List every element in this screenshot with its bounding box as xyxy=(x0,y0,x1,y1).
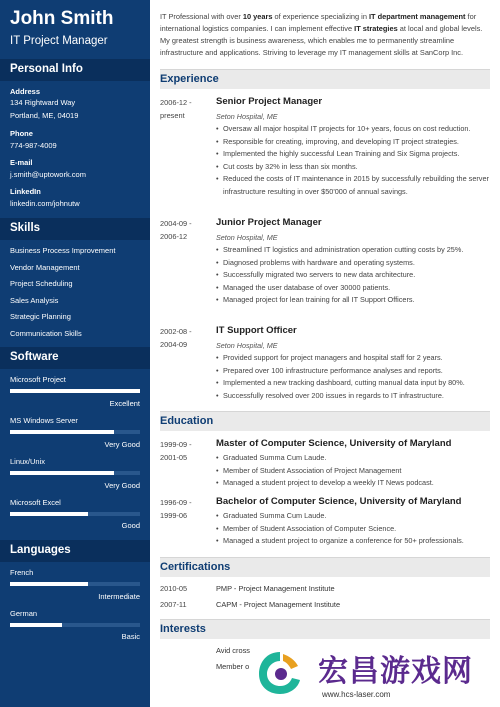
software-level: Very Good xyxy=(104,440,140,449)
candidate-role: IT Project Manager xyxy=(10,35,108,47)
list-item: • Successfully resolved over 200 issues in regards to IT infrastructure. xyxy=(216,390,491,403)
list-item: • Managed a student project to organize a conference for 50+ professionals. xyxy=(216,535,491,548)
list-item: • Implemented the highly successful Lean Training and Six Sigma projects. xyxy=(216,148,491,161)
software-name: Microsoft Project xyxy=(10,375,66,384)
list-item: • Graduated Summa Cum Laude. xyxy=(216,510,491,523)
skills-heading: Skills xyxy=(0,218,150,240)
language-level-bar xyxy=(10,582,140,586)
watermark-logo-icon xyxy=(255,648,305,698)
software-level-bar xyxy=(10,389,140,393)
job-bullets xyxy=(216,352,491,402)
job-company: Seton Hospital, ME xyxy=(216,233,278,242)
job-title: IT Support Officer xyxy=(216,325,297,336)
software-level-bar xyxy=(10,471,140,475)
skill-item: Project Scheduling xyxy=(10,279,73,288)
skill-item: Vendor Management xyxy=(10,263,80,272)
list-item: • Provided support for project managers and hospital staff for 2 years. xyxy=(216,352,491,365)
linkedin-label: LinkedIn xyxy=(10,187,41,196)
software-level-bar xyxy=(10,512,140,516)
sidebar xyxy=(0,0,150,707)
email-value[interactable]: j.smith@uptowork.com xyxy=(10,170,86,179)
phone-value: 774-987-4009 xyxy=(10,141,57,150)
language-level: Basic xyxy=(121,632,140,641)
education-bullets xyxy=(216,510,491,548)
software-heading: Software xyxy=(0,347,150,369)
job-date: 2002-08 - 2004-09 xyxy=(160,327,192,349)
list-item: • Diagnosed problems with hardware and operating systems. xyxy=(216,257,491,270)
list-item: • Managed project for lean training for all IT Support Officers. xyxy=(216,294,491,307)
list-item: • Cut costs by 32% in less than six months. xyxy=(216,161,491,174)
skill-item: Communication Skills xyxy=(10,329,82,338)
address-line-2: Portland, ME, 04019 xyxy=(10,111,79,120)
list-item: • Oversaw all major hospital IT projects for 10+ years, focus on cost reduction. xyxy=(216,123,491,136)
certification-date: 2010-05 xyxy=(160,584,188,593)
job-date: 2006-12 - present xyxy=(160,98,192,120)
degree-title: Bachelor of Computer Science, University of Maryland xyxy=(216,496,462,507)
list-item: • Streamlined IT logistics and administration operation cutting costs by 25%. xyxy=(216,244,491,257)
skill-item: Business Process Improvement xyxy=(10,246,116,255)
watermark-url: www.hcs-laser.com xyxy=(322,690,391,699)
software-name: MS Windows Server xyxy=(10,416,78,425)
software-level: Good xyxy=(121,521,140,530)
education-date: 1996-09 - 1999-06 xyxy=(160,498,192,520)
certification-name: CAPM - Project Management Institute xyxy=(216,600,341,609)
interest-item: Member o xyxy=(216,662,250,671)
experience-heading: Experience xyxy=(160,69,490,89)
education-bullets xyxy=(216,452,491,490)
language-name: French xyxy=(10,568,34,577)
list-item: • Managed a student project to develop a weekly IT News podcast. xyxy=(216,477,491,490)
linkedin-value[interactable]: linkedin.com/johnutw xyxy=(10,199,80,208)
software-level-bar xyxy=(10,430,140,434)
job-title: Senior Project Manager xyxy=(216,96,323,107)
education-date: 1999-09 - 2001-05 xyxy=(160,440,192,462)
phone-label: Phone xyxy=(10,129,33,138)
list-item: • Graduated Summa Cum Laude. xyxy=(216,452,491,465)
skill-item: Sales Analysis xyxy=(10,296,59,305)
job-date: 2004-09 - 2006-12 xyxy=(160,219,192,241)
list-item: • Successfully migrated two servers to new data architecture. xyxy=(216,269,491,282)
languages-heading: Languages xyxy=(0,540,150,562)
summary-paragraph: IT Professional with over 10 years of experience specializing in IT department management for international logistics companies. I can implement effective IT strategies at local and global levels. My greatest strength is business awareness, which enables me to permanently streamline infrastructure and applications. Striving to leverage my IT management skills at SanCorp Inc. xyxy=(160,12,483,57)
list-item: • Implemented a new tracking dashboard, cutting manual data input by 80%. xyxy=(216,377,491,390)
interests-heading: Interests xyxy=(160,619,490,639)
list-item: • Member of Student Association of Project Management xyxy=(216,465,491,478)
personal-info-heading: Personal Info xyxy=(0,59,150,81)
interest-item: Avid cross xyxy=(216,646,250,655)
software-name: Linux/Unix xyxy=(10,457,46,466)
job-company: Seton Hospital, ME xyxy=(216,112,278,121)
software-name: Microsoft Excel xyxy=(10,498,61,507)
list-item: • Responsible for creating, improving, and developing IT project strategies. xyxy=(216,136,491,149)
education-heading: Education xyxy=(160,411,490,431)
list-item: • Prepared over 100 infrastructure performance analyses and reports. xyxy=(216,365,491,378)
software-level: Excellent xyxy=(109,399,140,408)
job-bullets xyxy=(216,244,491,307)
list-item: • Managed the user database of over 30000 patients. xyxy=(216,282,491,295)
job-bullets xyxy=(216,123,491,199)
software-level: Very Good xyxy=(104,481,140,490)
language-name: German xyxy=(10,609,38,618)
language-level-bar xyxy=(10,623,140,627)
candidate-name: John Smith xyxy=(10,8,114,29)
email-label: E-mail xyxy=(10,158,33,167)
skill-item: Strategic Planning xyxy=(10,312,71,321)
language-level: Intermediate xyxy=(98,592,140,601)
watermark-title: 宏昌游戏网 xyxy=(318,655,473,688)
list-item: • Reduced the costs of IT maintenance in 2015 by successfully rebuilding the server infrastructure resulting in over $50'000 of annual savings. xyxy=(216,173,491,198)
address-line-1: 134 Rightward Way xyxy=(10,98,76,107)
certification-name: PMP - Project Management Institute xyxy=(216,584,335,593)
job-title: Junior Project Manager xyxy=(216,217,322,228)
list-item: • Member of Student Association of Computer Science. xyxy=(216,523,491,536)
degree-title: Master of Computer Science, University of Maryland xyxy=(216,438,452,449)
certification-date: 2007-11 xyxy=(160,600,187,609)
certifications-heading: Certifications xyxy=(160,557,490,577)
job-company: Seton Hospital, ME xyxy=(216,341,278,350)
address-label: Address xyxy=(10,87,41,96)
